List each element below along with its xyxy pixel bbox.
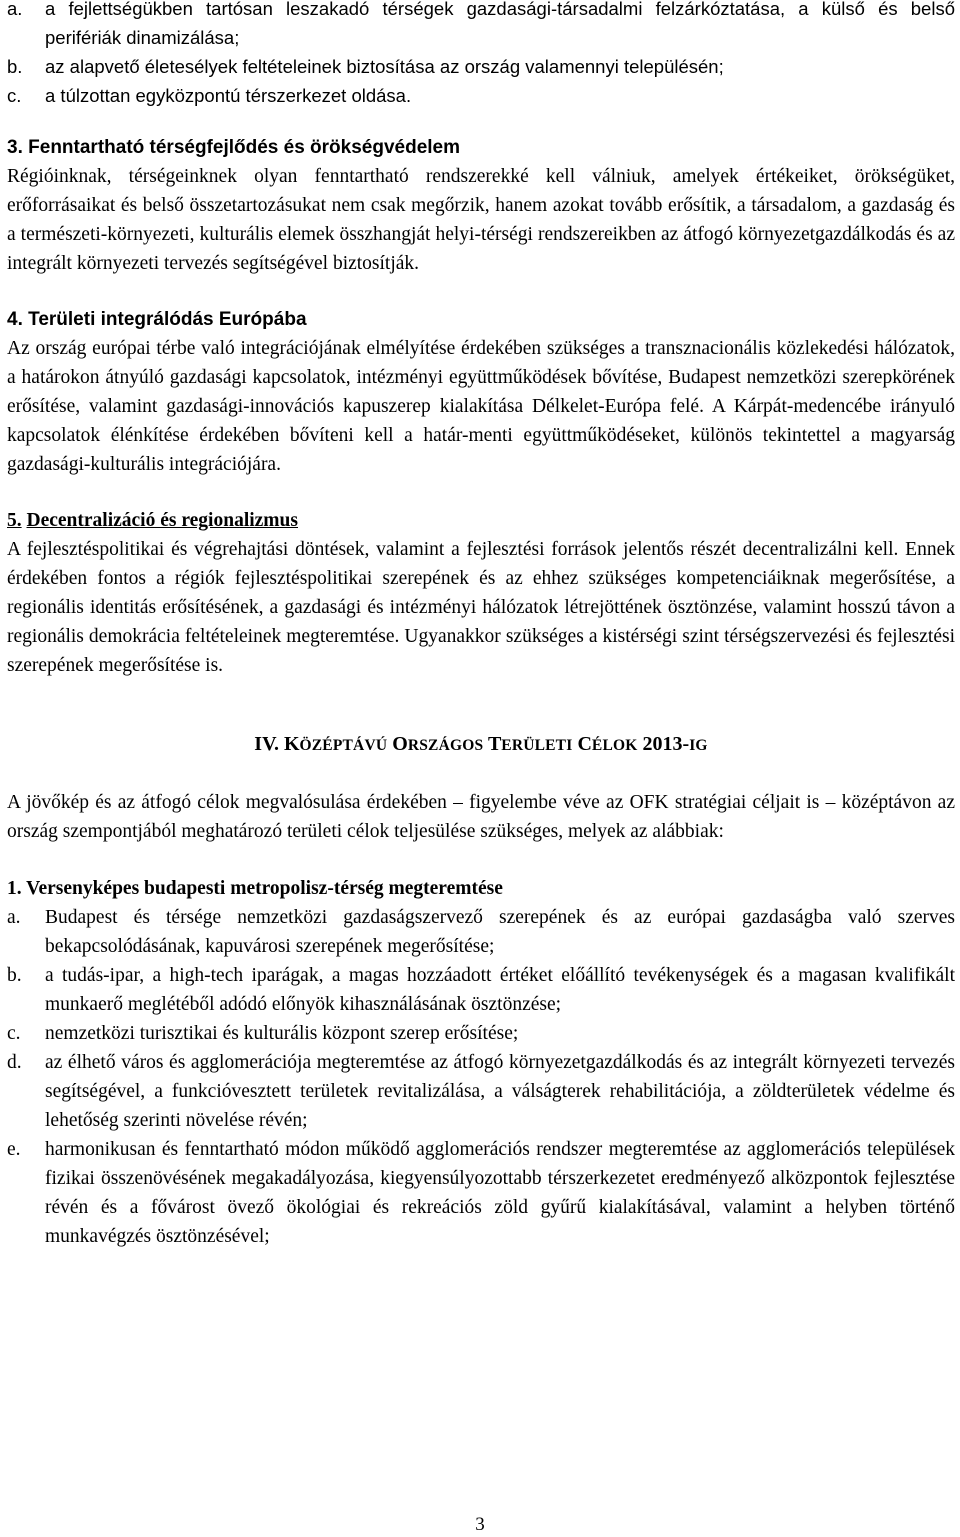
intro-paragraph: A jövőkép és az átfogó célok megvalósulása érdekében – figyelembe véve az OFK stratégiai céljait is – középtávon az ország szempontjából meghatározó területi célok teljesülése szükséges, melyek az alábbiak: <box>7 792 955 842</box>
section-title: Területi integrálódás Európába <box>28 309 307 330</box>
list-item-text: az alapvető életesélyek feltételeinek biztosítása az ország valamennyi településén; <box>45 56 724 77</box>
list-item <box>7 903 955 961</box>
list-item <box>7 0 955 52</box>
chapter-letter: T <box>487 733 502 755</box>
chapter-suffix: IG <box>689 737 708 754</box>
chapter-heading <box>7 730 955 760</box>
top-list <box>7 0 955 110</box>
section-body: Az ország európai térbe való integrációjának elmélyítése érdekében szükséges a transznacionális közlekedési hálózatok, a határokon átnyúló gazdasági kapcsolatok, intézményi együttműködések bővítése, Budapest nemzetközi szerepkörének erősítése, valamint gazdasági-innovációs kapuszerep kialakítása Délkelet-Európa felé. A Kárpát-medencébe irányuló kapcsolatok élénkítése érdekében bővíteni kell a határ-menti együttműködéseket, különös tekintettel a magyarság gazdasági-kulturális integrációjára. <box>7 338 955 475</box>
section-title: Fenntartható térségfejlődés és örökségvédelem <box>28 137 461 158</box>
list-item <box>7 52 955 81</box>
chapter-word: ERÜLETI <box>501 737 573 754</box>
list-item-text: a fejlettségükben tartósan leszakadó térségek gazdasági-társadalmi felzárkóztatása, a külső és belső perifériák dinamizálása; <box>45 0 955 48</box>
list-item-text: Budapest és térsége nemzetközi gazdaságszervező szerepének és az európai gazdaságba való szerves bekapcsolódásának, kapuvárosi szerepének megerősítése; <box>45 907 955 957</box>
list-item-text: az élhető város és agglomerációja megteremtése az átfogó környezetgazdálkodás és az integrált környezeti tervezés segítségével, a funkcióvesztett területek revitalizálása, a válságterek rehabilitációja, a zöldterületek védelme és lehetőség szerinti növelése révén; <box>45 1052 955 1131</box>
section-heading <box>7 305 955 334</box>
section-3 <box>7 133 955 278</box>
list-item <box>7 1048 955 1135</box>
list-item-text: harmonikusan és fenntartható módon működő agglomerációs rendszer megteremtése az agglomerációs települések fizikai összenövésének megakadályozása, kiegyensúlyozottabb térszerkezetet eredményező alközpontok fejlesztése révén és a fővárost övező ökológiai és rekreációs zöld gyűrű kialakításával, valamint a helyben történő munkavégzés ösztönzésével; <box>45 1139 955 1247</box>
chapter-word: ÉLOK <box>591 737 638 754</box>
list-item-text: nemzetközi turisztikai és kulturális központ szerep erősítése; <box>45 1023 519 1044</box>
chapter-year: 2013- <box>642 733 690 755</box>
section-number: 3. <box>7 137 23 158</box>
list-marker: c. <box>7 1023 21 1044</box>
list-marker: b. <box>7 965 22 986</box>
list-marker: b. <box>7 56 23 77</box>
chapter-letter: C <box>577 733 592 755</box>
section-body: Régióinknak, térségeinknek olyan fenntartható rendszerekké kell válniuk, amelyek értékeiket, örökségüket, erőforrásaikat és belső összetartozásukat nem csak megőrzik, hanem azokat tovább erősítik, a társadalom, a gazdaság és a természeti-környezeti, kulturális elemek összhangját helyi-térségi rendszereikben az átfogó környezetgazdálkodás és az integrált környezeti tervezés segítségével biztosítják. <box>7 166 955 274</box>
section-body: A fejlesztéspolitikai és végrehajtási döntések, valamint a fejlesztési források jelentős részét decentralizálni kell. Ennek érdekében fontos a régiók fejlesztéspolitikai szerepének és az ehhez szükséges kompetenciáiknak megerősítése, a regionális identitás erősítésének, a gazdasági és intézményi hálózatok létrejöttének ösztönzése, valamint hosszú távon a regionális demokrácia feltételeinek megteremtése. Ugyanakkor szükséges a kistérségi szint térségszervezési és fejlesztési szerepének megerősítése is. <box>7 539 955 676</box>
section-5 <box>7 506 955 680</box>
section-4 <box>7 305 955 479</box>
list-item <box>7 81 955 110</box>
chapter-word: RSZÁGOS <box>407 737 484 754</box>
chapter-word: ÖZÉPTÁVÚ <box>299 737 388 754</box>
list-marker: d. <box>7 1052 22 1073</box>
list-marker: e. <box>7 1139 21 1160</box>
goal-heading: 1. Versenyképes budapesti metropolisz-térség megteremtése <box>7 878 503 899</box>
section-heading <box>7 133 955 162</box>
list-item <box>7 1135 955 1251</box>
document-page <box>7 0 955 1251</box>
section-heading <box>7 506 955 535</box>
list-item <box>7 1019 955 1048</box>
goal-1 <box>7 874 955 1251</box>
chapter-letter: K <box>283 733 300 755</box>
list-item-text: a tudás-ipar, a high-tech iparágak, a magas hozzáadott értéket előállító tevékenységek és a magasan kvalifikált munkaerő meglétéből adódó előnyök kihasználásának ösztönzése; <box>45 965 955 1015</box>
list-item <box>7 961 955 1019</box>
list-marker: a. <box>7 907 21 928</box>
section-number: 5. <box>7 510 22 531</box>
goal-1-list <box>7 903 955 1251</box>
page-number: 3 <box>475 1514 485 1535</box>
list-marker: a. <box>7 0 23 19</box>
list-marker: c. <box>7 85 22 106</box>
chapter-letter: O <box>392 733 408 755</box>
list-item-text: a túlzottan egyközpontú térszerkezet oldása. <box>45 85 412 106</box>
chapter-roman: IV. <box>254 733 279 755</box>
section-number: 4. <box>7 309 23 330</box>
section-title: Decentralizáció és regionalizmus <box>26 510 298 531</box>
